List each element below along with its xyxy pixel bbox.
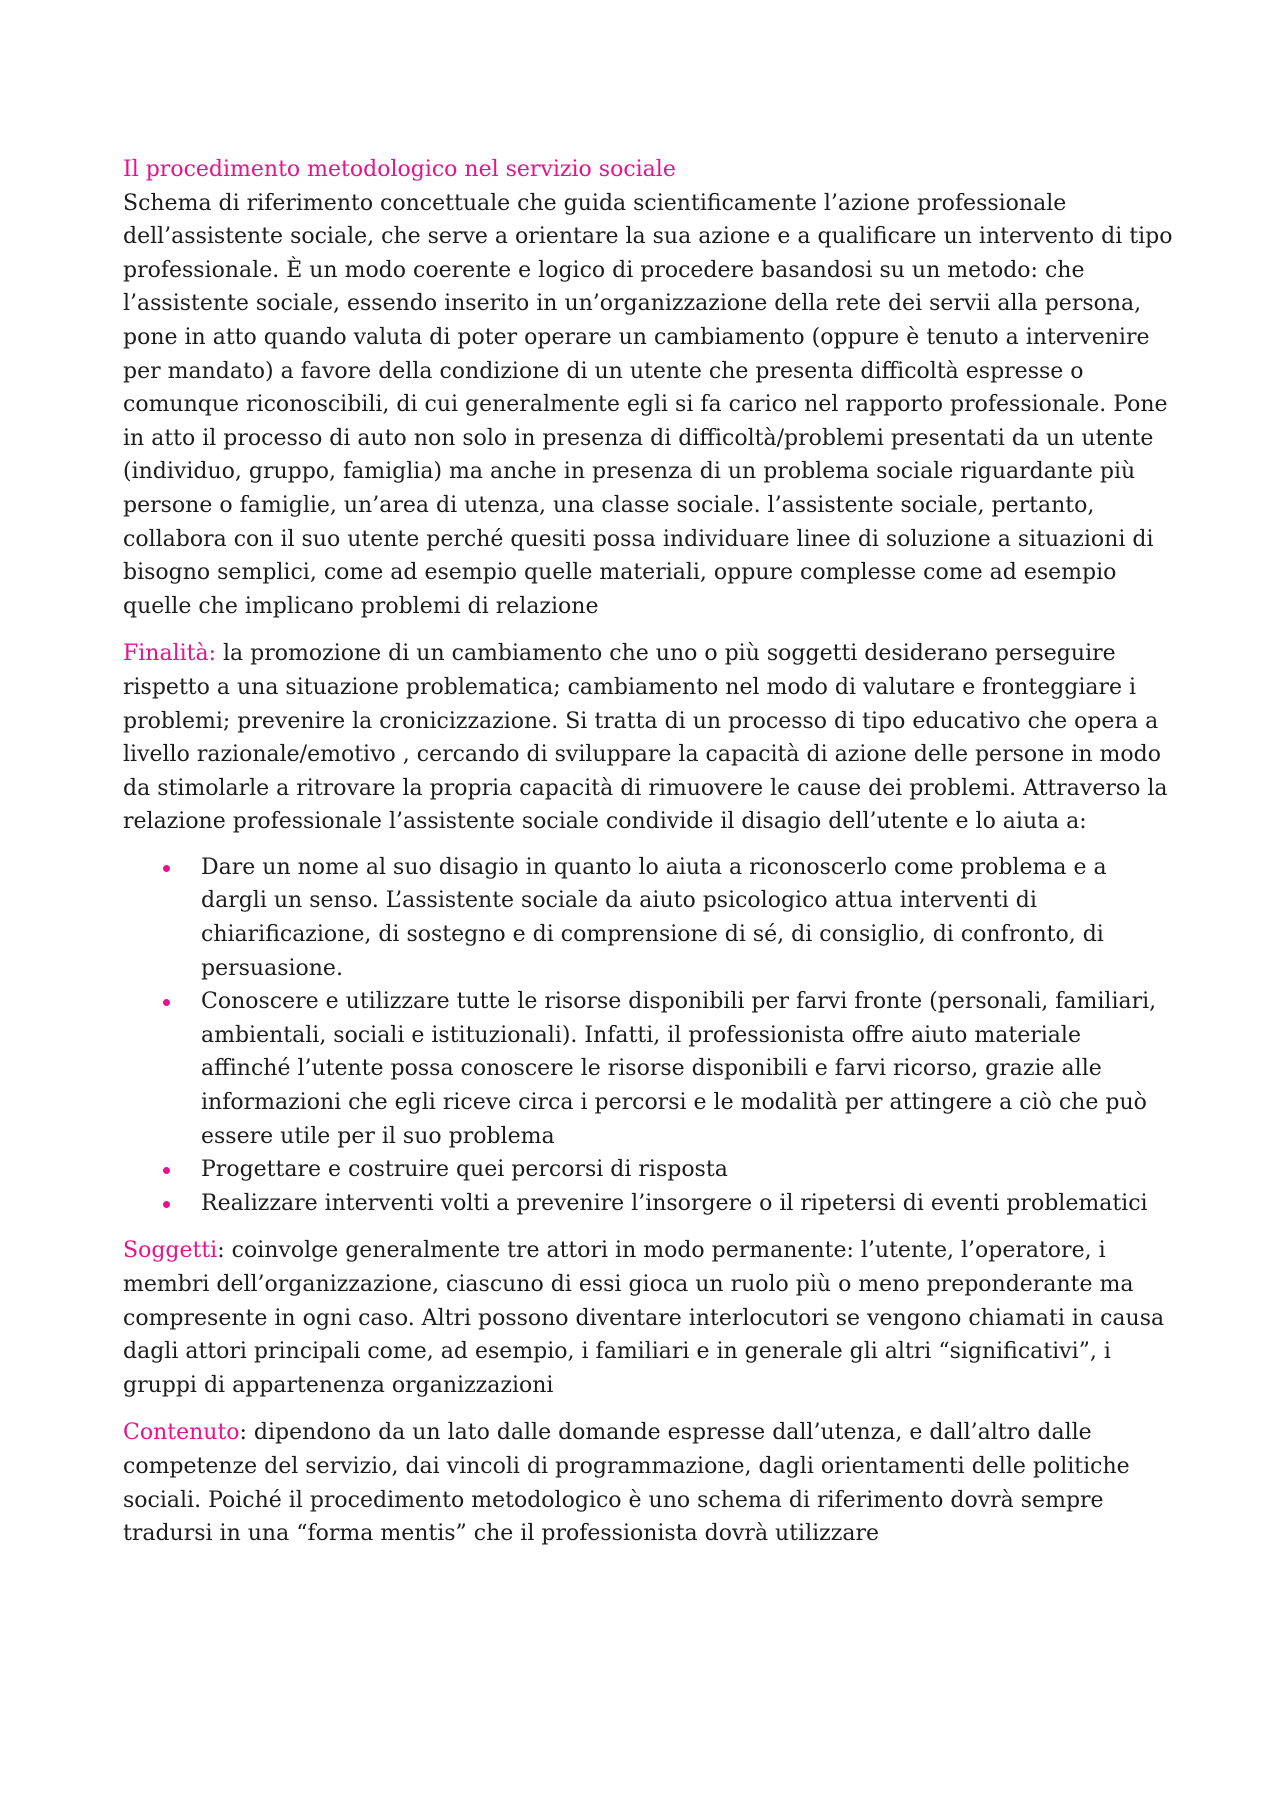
document-title: Il procedimento metodologico nel servizio sociale <box>123 157 676 182</box>
contenuto-paragraph <box>123 1416 1175 1550</box>
bullet-icon <box>163 1201 170 1208</box>
list-item <box>123 851 1175 985</box>
finalita-paragraph <box>123 637 1175 839</box>
list-item-text: Dare un nome al suo disagio in quanto lo aiuta a riconoscerlo come problema e a dargli un senso. L’assistente sociale da aiuto psicologico attua interventi di chiarificazione, di sostegno e di comprensione di sé, di consiglio, di confronto, di persuasione. <box>201 854 1107 981</box>
bullet-icon <box>163 865 170 872</box>
document-page <box>123 153 1175 1551</box>
list-item <box>123 985 1175 1153</box>
list-item <box>123 1153 1175 1187</box>
contenuto-label: Contenuto <box>123 1420 240 1446</box>
soggetti-paragraph <box>123 1234 1175 1402</box>
list-item-text: Conoscere e utilizzare tutte le risorse disponibili per farvi fronte (personali, familiari, ambientali, sociali e istituzionali). Infatti, il professionista offre aiuto materiale affinché l’utente possa conoscere le risorse disponibili e farvi ricorso, grazie alle informazioni che egli riceve circa i percorsi e le modalità per attingere a ciò che può essere utile per il suo problema <box>201 989 1157 1149</box>
list-item-text: Realizzare interventi volti a prevenire l’insorgere o il ripetersi di eventi problematici <box>201 1190 1148 1216</box>
list-item <box>123 1187 1175 1221</box>
intro-paragraph: Schema di riferimento concettuale che guida scientificamente l’azione professionale dell’assistente sociale, che serve a orientare la sua azione e a qualificare un intervento di tipo professionale. È un modo coerente e logico di procedere basandosi su un metodo: che l’assistente sociale, essendo inserito in un’organizzazione della rete dei servii alla persona, pone in atto quando valuta di poter operare un cambiamento (oppure è tenuto a intervenire per mandato) a favore della condizione di un utente che presenta difficoltà espresse o comunque riconoscibili, di cui generalmente egli si fa carico nel rapporto professionale. Pone in atto il processo di auto non solo in presenza di difficoltà/problemi presentati da un utente (individuo, gruppo, famiglia) ma anche in presenza di un problema sociale riguardante più persone o famiglie, un’area di utenza, una classe sociale. l’assistente sociale, pertanto, collabora con il suo utente perché quesiti possa individuare linee di soluzione a situazioni di bisogno semplici, come ad esempio quelle materiali, oppure complesse come ad esempio quelle che implicano problemi di relazione <box>123 190 1173 619</box>
soggetti-text: : coinvolge generalmente tre attori in modo permanente: l’utente, l’operatore, i membri dell’organizzazione, ciascuno di essi gioca un ruolo più o meno preponderante ma compresente in ogni caso. Altri possono diventare interlocutori se vengono chiamati in causa dagli attori principali come, ad esempio, i familiari e in generale gli altri “significativi”, i gruppi di appartenenza organizzazioni <box>123 1238 1165 1398</box>
list-item-text: Progettare e costruire quei percorsi di risposta <box>201 1157 728 1183</box>
finalita-label: Finalità: <box>123 641 217 667</box>
finalita-text: la promozione di un cambiamento che uno o più soggetti desiderano perseguire rispetto a una situazione problematica; cambiamento nel modo di valutare e fronteggiare i problemi; prevenire la cronicizzazione. Si tratta di un processo di tipo educativo che opera a livello razionale/emotivo , cercando di sviluppare la capacità di azione delle persone in modo da stimolarle a ritrovare la propria capacità di rimuovere le cause dei problemi. Attraverso la relazione professionale l’assistente sociale condivide il disagio dell’utente e lo aiuta a: <box>123 641 1168 835</box>
bullet-icon <box>163 1167 170 1174</box>
soggetti-label: Soggetti <box>123 1238 218 1264</box>
bullet-list <box>123 851 1175 1221</box>
bullet-icon <box>163 999 170 1006</box>
contenuto-text: : dipendono da un lato dalle domande espresse dall’utenza, e dall’altro dalle competenze del servizio, dai vincoli di programmazione, dagli orientamenti delle politiche sociali. Poiché il procedimento metodologico è uno schema di riferimento dovrà sempre tradursi in una “forma mentis” che il professionista dovrà utilizzare <box>123 1420 1130 1547</box>
